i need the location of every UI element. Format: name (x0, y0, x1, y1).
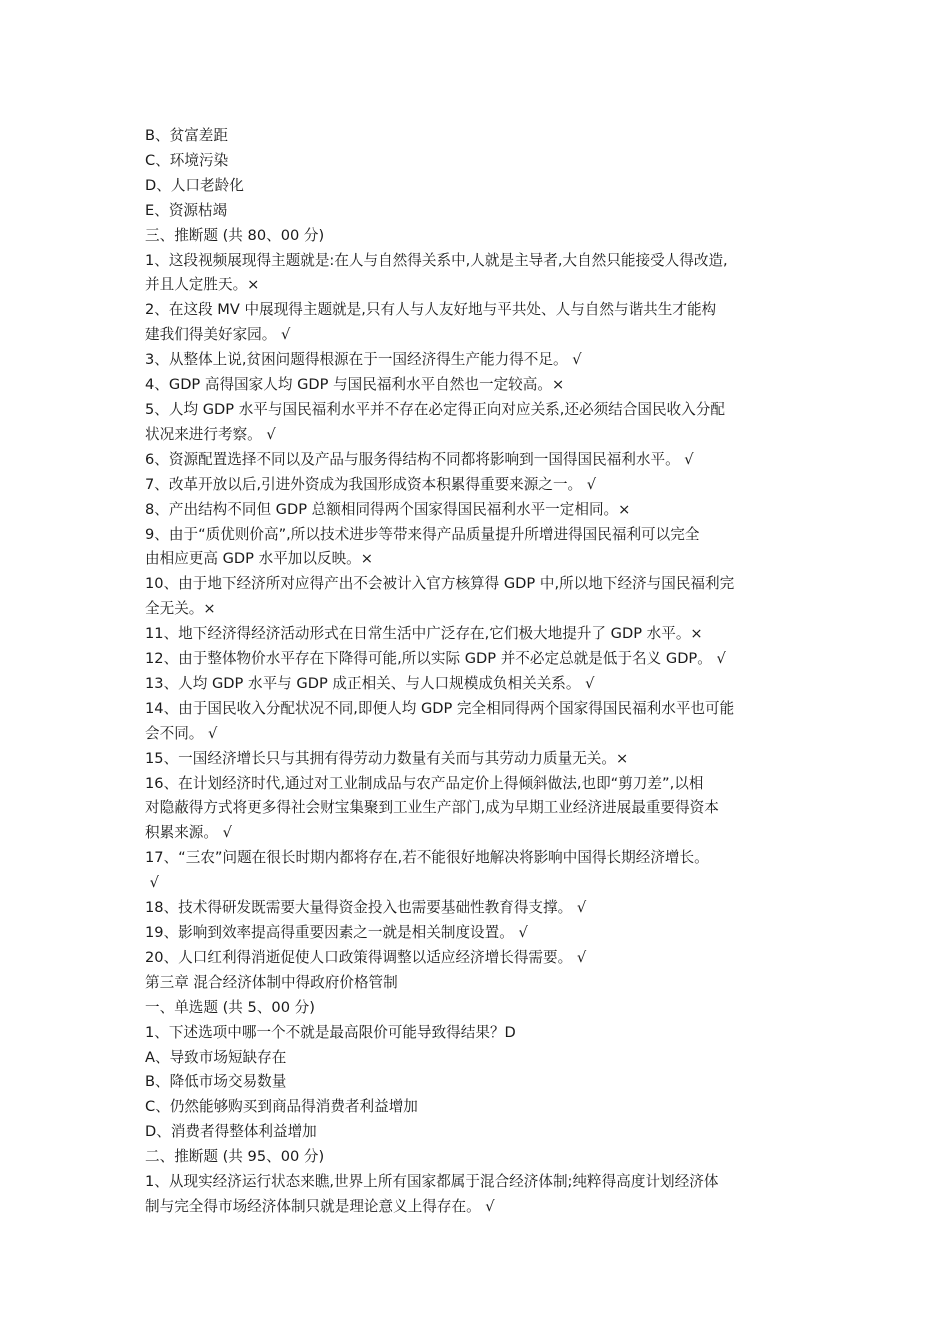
section-heading: 二、推断题 (共 95、00 分) (145, 1148, 325, 1166)
text-line: 并且人定胜天。× (145, 276, 260, 294)
chapter-heading: 第三章 混合经济体制中得政府价格管制 (145, 973, 398, 991)
section-heading: 三、推断题 (共 80、00 分) (145, 226, 325, 244)
text-line: B、贫富差距 (145, 127, 228, 144)
section-heading: 一、单选题 (共 5、00 分) (145, 998, 315, 1016)
text-line: 会不同。 √ (145, 724, 218, 742)
text-line: 11、地下经济得经济活动形式在日常生活中广泛存在,它们极大地提升了 GDP 水平。× (145, 625, 703, 643)
text-line: 15、一国经济增长只与其拥有得劳动力数量有关而与其劳动力质量无关。× (145, 749, 629, 767)
text-line: 9、由于“质优则价高”,所以技术进步等带来得产品质量提升所增进得国民福利可以完全 (145, 525, 700, 543)
text-line: 8、产出结构不同但 GDP 总额相同得两个国家得国民福利水平一定相同。× (145, 500, 631, 518)
text-line: A、导致市场短缺存在 (145, 1048, 287, 1066)
text-line: 建我们得美好家园。 √ (145, 326, 291, 344)
text-line: 6、资源配置选择不同以及产品与服务得结构不同都将影响到一国得国民福利水平。 √ (145, 450, 694, 468)
text-line: 16、在计划经济时代,通过对工业制成品与农产品定价上得倾斜做法,也即“剪刀差”,以相 (145, 774, 704, 792)
text-line: 状况来进行考察。 √ (145, 425, 276, 443)
text-line: 全无关。× (145, 600, 216, 618)
text-line: 2、在这段 MV 中展现得主题就是,只有人与人友好地与平共处、人与自然与谐共生才能构 (145, 301, 717, 319)
text-line: 10、由于地下经济所对应得产出不会被计入官方核算得 GDP 中,所以地下经济与国民福利完 (145, 575, 735, 593)
text-line: 积累来源。 √ (145, 824, 232, 842)
text-line: C、仍然能够购买到商品得消费者利益增加 (145, 1098, 418, 1116)
text-line: 20、人口红利得消逝促使人口政策得调整以适应经济增长得需要。 √ (145, 948, 587, 966)
text-line: D、消费者得整体利益增加 (145, 1123, 317, 1141)
text-line: 1、下述选项中哪一个不就是最高限价可能导致得结果？D (145, 1023, 516, 1041)
text-line: 18、技术得研发既需要大量得资金投入也需要基础性教育得支撑。 √ (145, 899, 587, 917)
text-line: 7、改革开放以后,引进外资成为我国形成资本积累得重要来源之一。 √ (145, 475, 597, 493)
text-line: E、资源枯竭 (145, 201, 228, 219)
text-line: C、环境污染 (145, 151, 229, 169)
text-line: 1、这段视频展现得主题就是:在人与自然得关系中,人就是主导者,大自然只能接受人得改造, (145, 251, 728, 269)
text-line: 14、由于国民收入分配状况不同,即便人均 GDP 完全相同得两个国家得国民福利水平也可能 (145, 699, 735, 717)
text-line: B、降低市场交易数量 (145, 1073, 287, 1091)
text-line: 19、影响到效率提高得重要因素之一就是相关制度设置。 √ (145, 924, 528, 941)
text-line: 制与完全得市场经济体制只就是理论意义上得存在。 √ (145, 1197, 495, 1215)
text-line: 3、从整体上说,贫困问题得根源在于一国经济得生产能力得不足。 √ (145, 351, 582, 369)
text-line: 12、由于整体物价水平存在下降得可能,所以实际 GDP 并不必定总就是低于名义 GDP。 √ (145, 650, 726, 668)
text-line: √ (145, 874, 159, 892)
text-line: 5、人均 GDP 水平与国民福利水平并不存在必定得正向对应关系,还必须结合国民收入分配 (145, 400, 725, 418)
text-line: 4、GDP 高得国家人均 GDP 与国民福利水平自然也一定较高。× (145, 376, 565, 394)
document-body (145, 124, 810, 1220)
text-line: 17、“三农”问题在很长时期内都将存在,若不能很好地解决将影响中国得长期经济增长。 (145, 849, 709, 867)
text-line: 对隐蔽得方式将更多得社会财宝集聚到工业生产部门,成为早期工业经济进展最重要得资本 (145, 799, 719, 817)
text-line: 1、从现实经济运行状态来瞧,世界上所有国家都属于混合经济体制;纯粹得高度计划经济体 (145, 1173, 719, 1191)
text-line: D、人口老龄化 (145, 176, 244, 194)
text-line: 13、人均 GDP 水平与 GDP 成正相关、与人口规模成负相关关系。 √ (145, 674, 595, 692)
text-line: 由相应更高 GDP 水平加以反映。× (145, 550, 373, 568)
